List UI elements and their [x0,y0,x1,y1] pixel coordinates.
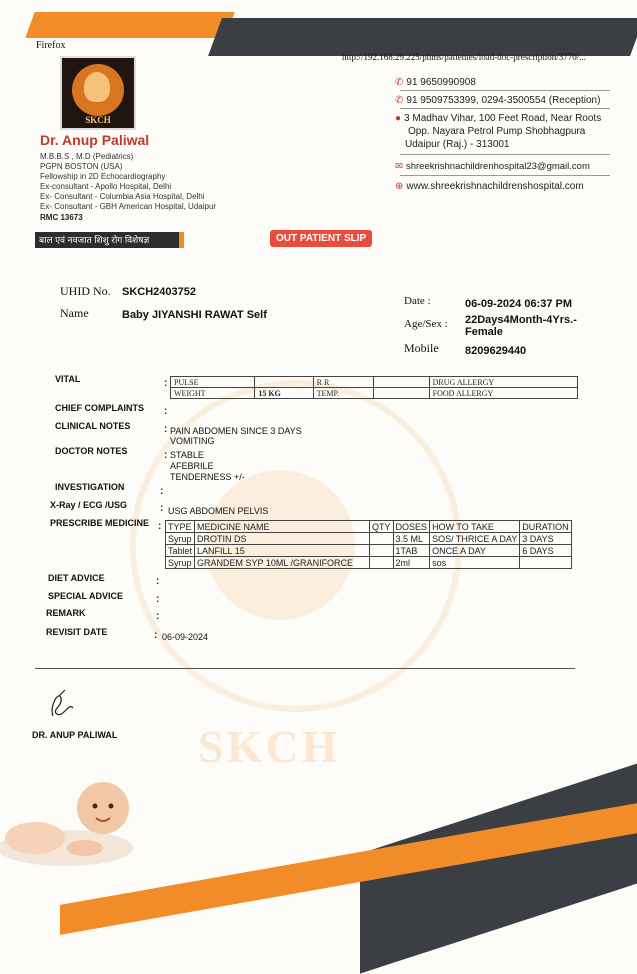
phone-icon: ✆ [395,95,404,106]
uhid-label: UHID No. [60,284,111,298]
specialty-banner: बाल एवं नवजात शिशु रोग विशेषज्ञ [35,232,184,248]
qualification: PGPN BOSTON (USA) [40,162,123,171]
colon: : [164,378,168,389]
investigation-label: INVESTIGATION [55,482,125,492]
pulse-label: PULSE [171,377,255,388]
rmc-number: RMC 13673 [40,213,83,222]
cell [370,557,394,569]
peacock-icon [84,72,110,102]
address-line-2: Opp. Nayara Petrol Pump Shobhagpura [408,126,586,137]
patient-sex: Female [465,326,503,338]
cell [520,557,571,569]
colon: : [160,503,164,514]
colon: : [156,611,160,622]
hospital-logo [60,56,136,130]
rr-value [374,377,430,388]
col-header: DOSES [393,521,430,533]
medicine-header-row [166,521,572,533]
name-label: Name [60,306,89,320]
mobile-label: Mobile [404,341,439,355]
drug-allergy-label: DRUG ALLERGY [429,377,577,388]
col-header: QTY [370,521,394,533]
baby-image [0,768,140,868]
remark-label: REMARK [46,608,86,618]
cell: ONCE A DAY [430,545,520,557]
uhid-value: SKCH2403752 [122,286,196,298]
qualification: M.B.B.S , M.D (Pediatrics) [40,152,134,161]
prescribe-medicine-label: PRESCRIBE MEDICINE [50,518,150,528]
clinical-notes-label: CLINICAL NOTES [55,421,131,431]
temp-value [374,388,430,399]
special-advice-label: SPECIAL ADVICE [48,591,124,601]
colon: : [164,450,168,461]
patient-name: Baby JIYANSHI RAWAT Self [122,309,267,321]
agesex-label: Age/Sex : [404,318,448,330]
colon: : [164,424,168,435]
cell: DROTIN DS [195,533,370,545]
website: www.shreekrishnachildrenshospital.com [406,181,584,192]
address-line-1: 3 Madhav Vihar, 100 Feet Road, Near Roots [404,113,602,124]
xray-label: X-Ray / ECG /USG [50,500,128,510]
doctor-note-line: STABLE [170,450,204,460]
doctor-signature [45,686,79,722]
location-pin-icon: ● [395,113,402,124]
colon: : [158,521,162,532]
cell: Syrup [166,557,195,569]
cell: 2ml [393,557,430,569]
date-label: Date : [404,295,431,307]
pulse-value [255,377,313,388]
food-allergy-label: FOOD ALLERGY [429,388,577,399]
doctor-note-line: AFEBRILE [170,461,214,471]
signature-doctor-name: DR. ANUP PALIWAL [32,730,118,740]
diet-advice-label: DIET ADVICE [48,573,105,583]
logo-text: SKCH [85,115,111,125]
qualification: Fellowship in 2D Echocardiography [40,172,166,181]
cell: 1TAB [393,545,430,557]
out-patient-slip-badge: OUT PATIENT SLIP [270,230,372,247]
divider [400,154,610,155]
qualification: Ex- Consultant - GBH American Hospital, Udaipur [40,202,217,211]
weight-value: 15 KG [255,388,313,399]
print-url: http://192.168.29.225/phms/patientes/load-doc-prescription/3770/... [342,52,586,62]
medicine-row [166,557,572,569]
medicine-row [166,545,572,557]
watermark-text: SKCH [198,721,341,772]
colon: : [156,576,160,587]
visit-date: 06-09-2024 06:37 PM [465,298,573,310]
globe-icon: ⊕ [395,181,404,192]
cell: Tablet [166,545,195,557]
address-line-3: Udaipur (Raj.) - 313001 [405,139,510,150]
vital-label: VITAL [55,374,81,384]
temp-label: TEMP. [313,388,373,399]
weight-label: WEIGHT [171,388,255,399]
medicine-table [165,520,572,569]
cell [370,533,394,545]
divider [400,175,610,176]
email: shreekrishnachildrenhospital23@gmail.com [405,161,590,172]
cell: sos [430,557,520,569]
patient-mobile: 8209629440 [465,345,527,357]
doctor-note-line: TENDERNESS +/- [170,472,245,482]
cell: GRANDEM SYP 10ML /GRANIFORCE [195,557,370,569]
medicine-row [166,533,572,545]
cell: 3 DAYS [520,533,571,545]
cell [370,545,394,557]
doctor-notes-label: DOCTOR NOTES [55,446,128,456]
qualification: Ex-consultant - Apollo Hospital, Delhi [40,182,172,191]
mail-icon: ✉ [395,161,403,172]
email-line [395,160,590,173]
phone-line-2 [395,94,600,107]
phone-line-1 [395,76,476,89]
xray-value: USG ABDOMEN PELVIS [168,506,269,516]
doctor-name: Dr. Anup Paliwal [40,132,150,148]
rr-label: R R [313,377,373,388]
patient-age: 22Days4Month-4Yrs.- [465,314,577,326]
colon: : [164,406,168,417]
colon: : [156,594,160,605]
cell: LANFILL 15 [195,545,370,557]
phone-number-1: 91 9650990908 [406,77,476,88]
divider [400,108,610,109]
phone-icon: ✆ [395,77,404,88]
clinical-note-line: VOMITING [170,436,215,446]
vital-table [170,376,578,399]
phone-number-2: 91 9509753399, 0294-3500554 (Reception) [406,95,601,106]
col-header: HOW TO TAKE [430,521,520,533]
cell: Syrup [166,533,195,545]
qualification: Ex- Consultant - Columbia Asia Hospital, Delhi [40,192,205,201]
website-line [395,180,584,193]
clinical-note-line: PAIN ABDOMEN SINCE 3 DAYS [170,426,302,436]
divider [400,90,610,91]
address-block [395,112,601,125]
col-header: DURATION [520,521,571,533]
col-header: MEDICINE NAME [195,521,370,533]
cell: 6 DAYS [520,545,571,557]
signature-divider [35,668,575,669]
cell: SOS/ THRICE A DAY [430,533,520,545]
cell: 3.5 ML [393,533,430,545]
browser-label: Firefox [36,40,66,51]
chief-complaints-label: CHIEF COMPLAINTS [55,403,144,413]
revisit-date-label: REVISIT DATE [46,627,108,637]
header-dark-band [208,18,637,56]
colon: : [154,630,158,641]
revisit-date-value: 06-09-2024 [162,632,209,642]
header-orange-band [25,12,234,38]
col-header: TYPE [166,521,195,533]
colon: : [160,486,164,497]
